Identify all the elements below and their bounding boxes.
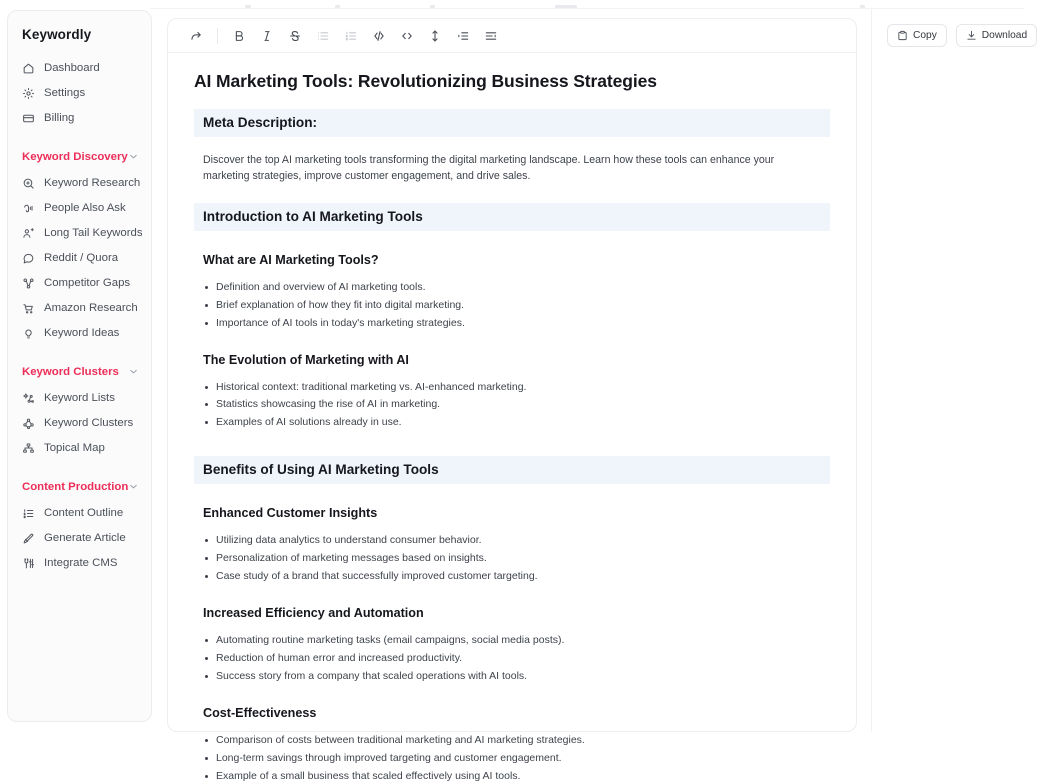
redo-button[interactable] <box>182 23 210 49</box>
sidebar-item-dashboard[interactable] <box>8 56 151 81</box>
bold-button[interactable] <box>225 23 253 49</box>
ghost-tab <box>430 5 435 8</box>
outdent-icon <box>484 29 498 43</box>
plug-sliders-icon <box>22 557 35 570</box>
right-panel <box>871 9 1024 732</box>
sidebar-item-people-also-ask[interactable] <box>8 196 151 221</box>
subsection-heading: What are AI Marketing Tools? <box>194 253 830 267</box>
list-item: Historical context: traditional marketing vs. AI-enhanced marketing. <box>203 380 821 395</box>
ghost-tab <box>555 5 577 8</box>
list-item: Definition and overview of AI marketing tools. <box>203 280 821 295</box>
sidebar-item-label: Settings <box>44 88 85 99</box>
sidebar <box>7 10 152 722</box>
editor-card <box>167 18 857 732</box>
subsection-heading: Cost-Effectiveness <box>194 706 830 720</box>
brand-title: Keywordly <box>8 27 151 42</box>
list-item: Success story from a company that scaled operations with AI tools. <box>203 669 821 684</box>
strikethrough-button[interactable] <box>281 23 309 49</box>
list-item: Statistics showcasing the rise of AI in marketing. <box>203 397 821 412</box>
bullet-list <box>194 380 830 431</box>
sidebar-item-label: Amazon Research <box>44 303 138 314</box>
document-title: AI Marketing Tools: Revolutionizing Business Strategies <box>194 71 830 92</box>
sidebar-item-competitor-gaps[interactable] <box>8 271 151 296</box>
sidebar-item-label: Billing <box>44 113 74 124</box>
copy-label: Copy <box>913 30 937 41</box>
section-band: Introduction to AI Marketing Tools <box>194 203 830 231</box>
sidebar-group-label: Content Production <box>22 481 128 493</box>
numbered-list-button[interactable] <box>337 23 365 49</box>
redo-arrow-icon <box>189 29 203 43</box>
code-block-button[interactable] <box>365 23 393 49</box>
meta-description-text: Discover the top AI marketing tools transforming the digital marketing landscape. Learn how these tools can enhance your marketing strategies, improve customer engagement, and drive sales. <box>194 152 830 185</box>
sidebar-group-label: Keyword Discovery <box>22 151 128 163</box>
chevron-down-icon[interactable] <box>128 151 139 162</box>
sidebar-group-keyword-discovery[interactable] <box>8 145 151 169</box>
sidebar-group-label: Keyword Clusters <box>22 366 119 378</box>
bullet-list <box>194 733 830 783</box>
sidebar-item-long-tail-keywords[interactable] <box>8 221 151 246</box>
list-item: Importance of AI tools in today's marketing strategies. <box>203 316 821 331</box>
hierarchy-icon <box>22 442 35 455</box>
shopping-cart-icon <box>22 302 35 315</box>
sidebar-item-generate-article[interactable] <box>8 526 151 551</box>
sidebar-item-label: Dashboard <box>44 63 100 74</box>
sidebar-item-label: People Also Ask <box>44 203 126 214</box>
list-item: Personalization of marketing messages based on insights. <box>203 551 821 566</box>
sidebar-item-integrate-cms[interactable] <box>8 551 151 576</box>
bold-icon <box>232 29 246 43</box>
sidebar-item-label: Keyword Ideas <box>44 328 119 339</box>
italic-icon <box>260 29 274 43</box>
sparkle-nodes-icon <box>22 392 35 405</box>
list-item: Brief explanation of how they fit into digital marketing. <box>203 298 821 313</box>
search-target-icon <box>22 177 35 190</box>
indent-icon <box>456 29 470 43</box>
download-button[interactable] <box>956 24 1037 47</box>
sidebar-item-reddit-quora[interactable] <box>8 246 151 271</box>
list-ordered-icon <box>22 507 35 520</box>
users-tag-icon <box>22 227 35 240</box>
sidebar-item-label: Topical Map <box>44 443 105 454</box>
bullet-list <box>194 633 830 684</box>
sidebar-item-label: Keyword Lists <box>44 393 115 404</box>
list-item: Case study of a brand that successfully improved customer targeting. <box>203 569 821 584</box>
list-item: Comparison of costs between traditional marketing and AI marketing strategies. <box>203 733 821 748</box>
meta-description-heading: Meta Description: <box>194 109 830 137</box>
sidebar-item-topical-map[interactable] <box>8 436 151 461</box>
sidebar-group-keyword-clusters[interactable] <box>8 360 151 384</box>
sidebar-item-keyword-lists[interactable] <box>8 386 151 411</box>
chevron-down-icon[interactable] <box>128 481 139 492</box>
inline-code-button[interactable] <box>393 23 421 49</box>
subsection-heading: Enhanced Customer Insights <box>194 506 830 520</box>
bullet-list-icon <box>316 29 330 43</box>
list-item: Utilizing data analytics to understand consumer behavior. <box>203 533 821 548</box>
sidebar-item-label: Generate Article <box>44 533 126 544</box>
cutoff-top-strip <box>150 0 1024 9</box>
subsection-heading: Increased Efficiency and Automation <box>194 606 830 620</box>
sidebar-item-settings[interactable] <box>8 81 151 106</box>
bullet-list-button[interactable] <box>309 23 337 49</box>
list-item: Long-term savings through improved targeting and customer engagement. <box>203 751 821 766</box>
list-item: Examples of AI solutions already in use. <box>203 415 821 430</box>
chat-bubble-icon <box>22 252 35 265</box>
download-icon <box>966 30 977 41</box>
ghost-tab <box>335 5 340 8</box>
angle-brackets-icon <box>400 29 414 43</box>
horizontal-rule-button[interactable] <box>421 23 449 49</box>
home-icon <box>22 62 35 75</box>
toolbar-separator <box>217 28 218 44</box>
editor-toolbar <box>168 19 856 53</box>
download-label: Download <box>982 30 1027 41</box>
document-body[interactable] <box>168 53 856 733</box>
bullet-list <box>194 280 830 331</box>
sidebar-item-content-outline[interactable] <box>8 501 151 526</box>
sidebar-item-billing[interactable] <box>8 106 151 131</box>
sidebar-item-label: Keyword Clusters <box>44 418 133 429</box>
indent-button[interactable] <box>449 23 477 49</box>
gear-icon <box>22 87 35 100</box>
list-item: Example of a small business that scaled effectively using AI tools. <box>203 769 821 783</box>
sidebar-nav <box>8 56 151 576</box>
shuffle-icon <box>22 277 35 290</box>
megaphone-icon <box>22 202 35 215</box>
credit-card-icon <box>22 112 35 125</box>
numbered-list-icon <box>344 29 358 43</box>
outdent-button[interactable] <box>477 23 505 49</box>
sidebar-group-content-production[interactable] <box>8 475 151 499</box>
list-item: Automating routine marketing tasks (email campaigns, social media posts). <box>203 633 821 648</box>
sidebar-item-keyword-ideas[interactable] <box>8 321 151 346</box>
code-slash-icon <box>372 29 386 43</box>
up-down-arrows-icon <box>428 29 442 43</box>
section-band: Benefits of Using AI Marketing Tools <box>194 456 830 484</box>
ghost-tab <box>245 5 251 8</box>
document-sections <box>194 203 830 783</box>
sidebar-item-keyword-research[interactable] <box>8 171 151 196</box>
sidebar-item-label: Competitor Gaps <box>44 278 130 289</box>
lightbulb-icon <box>22 327 35 340</box>
sidebar-item-label: Content Outline <box>44 508 123 519</box>
italic-button[interactable] <box>253 23 281 49</box>
cluster-icon <box>22 417 35 430</box>
clipboard-icon <box>897 30 908 41</box>
chevron-down-icon[interactable] <box>128 366 139 377</box>
pencil-icon <box>22 532 35 545</box>
copy-button[interactable] <box>887 24 947 47</box>
sidebar-item-label: Reddit / Quora <box>44 253 118 264</box>
ghost-tab <box>860 5 865 8</box>
sidebar-item-amazon-research[interactable] <box>8 296 151 321</box>
document-actions <box>872 9 1024 47</box>
strikethrough-icon <box>288 29 302 43</box>
list-item: Reduction of human error and increased productivity. <box>203 651 821 666</box>
sidebar-item-keyword-clusters[interactable] <box>8 411 151 436</box>
bullet-list <box>194 533 830 584</box>
sidebar-item-label: Integrate CMS <box>44 558 117 569</box>
sidebar-item-label: Keyword Research <box>44 178 140 189</box>
subsection-heading: The Evolution of Marketing with AI <box>194 353 830 367</box>
sidebar-item-label: Long Tail Keywords <box>44 228 143 239</box>
